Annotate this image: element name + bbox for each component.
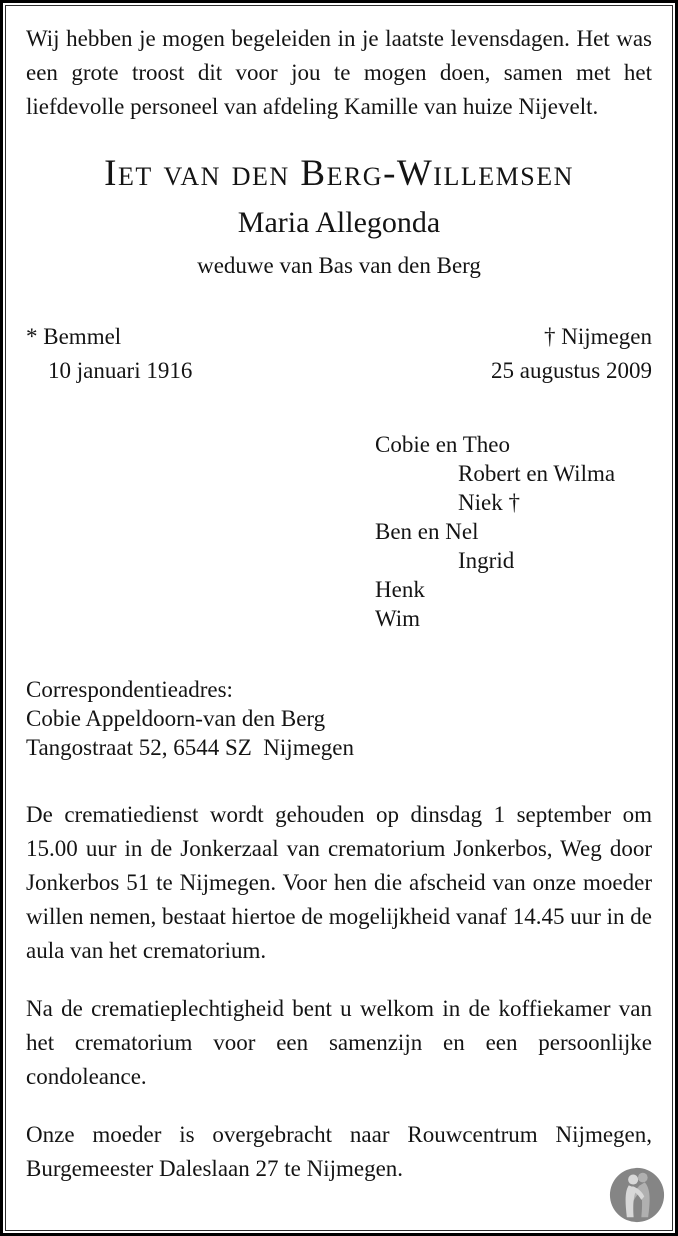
intro-text: Wij hebben je mogen begeleiden in je laatste levensdagen. Het was een grote troost dit voor jou te mogen doen, samen met het liefdevolle personeel van afdeling Kamille van huize Nijevelt. bbox=[26, 26, 652, 119]
birth-date: 10 januari 1916 bbox=[48, 358, 193, 383]
correspondence-block bbox=[26, 675, 652, 762]
condolence-paragraph: Na de crematieplechtigheid bent u welkom in de koffiekamer van het crematorium voor een samenzijn en een persoonlijke condoleance. bbox=[26, 996, 652, 1089]
family-member: Niek † bbox=[458, 490, 520, 515]
embracing-figures-icon bbox=[608, 1166, 666, 1224]
birth-death-row bbox=[26, 320, 652, 388]
family-member: Ingrid bbox=[458, 548, 515, 573]
death-block bbox=[491, 320, 652, 388]
deceased-name: Iet van den Berg-Willemsen bbox=[104, 153, 574, 194]
family-list bbox=[375, 430, 652, 633]
death-place-line bbox=[491, 320, 652, 354]
birth-place: Bemmel bbox=[43, 324, 122, 349]
birth-block bbox=[26, 320, 192, 388]
deceased-relation: weduwe van Bas van den Berg bbox=[197, 253, 481, 278]
correspondence-label: Correspondentieadres: bbox=[26, 677, 233, 702]
died-symbol: † bbox=[544, 324, 556, 349]
funeral-home-paragraph: Onze moeder is overgebracht naar Rouwcentrum Nijmegen, Burgemeester Daleslaan 27 te Nijmegen. bbox=[26, 1122, 652, 1181]
death-date: 25 augustus 2009 bbox=[491, 358, 652, 383]
deceased-given-names: Maria Allegonda bbox=[237, 206, 441, 239]
family-member: Robert en Wilma bbox=[458, 461, 616, 486]
born-symbol: * bbox=[26, 324, 38, 349]
family-member: Cobie en Theo bbox=[375, 432, 510, 457]
service-paragraph: De crematiedienst wordt gehouden op dinsdag 1 september om 15.00 uur in de Jonkerzaal van crematorium Jonkerbos, Weg door Jonkerbos 51 te Nijmegen. Voor hen die afscheid van onze moeder willen nemen, bestaat hiertoe de mogelijkheid vanaf 14.45 uur in de aula van het crematorium. bbox=[26, 802, 652, 963]
memorial-card-inner bbox=[5, 5, 673, 1231]
birth-place-line bbox=[26, 320, 192, 354]
funeral-home-logo bbox=[608, 1166, 666, 1224]
family-member: Ben en Nel bbox=[375, 519, 479, 544]
family-member: Wim bbox=[375, 606, 421, 631]
death-place: Nijmegen bbox=[561, 324, 652, 349]
family-member: Henk bbox=[375, 577, 425, 602]
correspondence-name: Cobie Appeldoorn-van den Berg bbox=[26, 706, 326, 731]
correspondence-address: Tangostraat 52, 6544 SZ Nijmegen bbox=[26, 735, 354, 760]
